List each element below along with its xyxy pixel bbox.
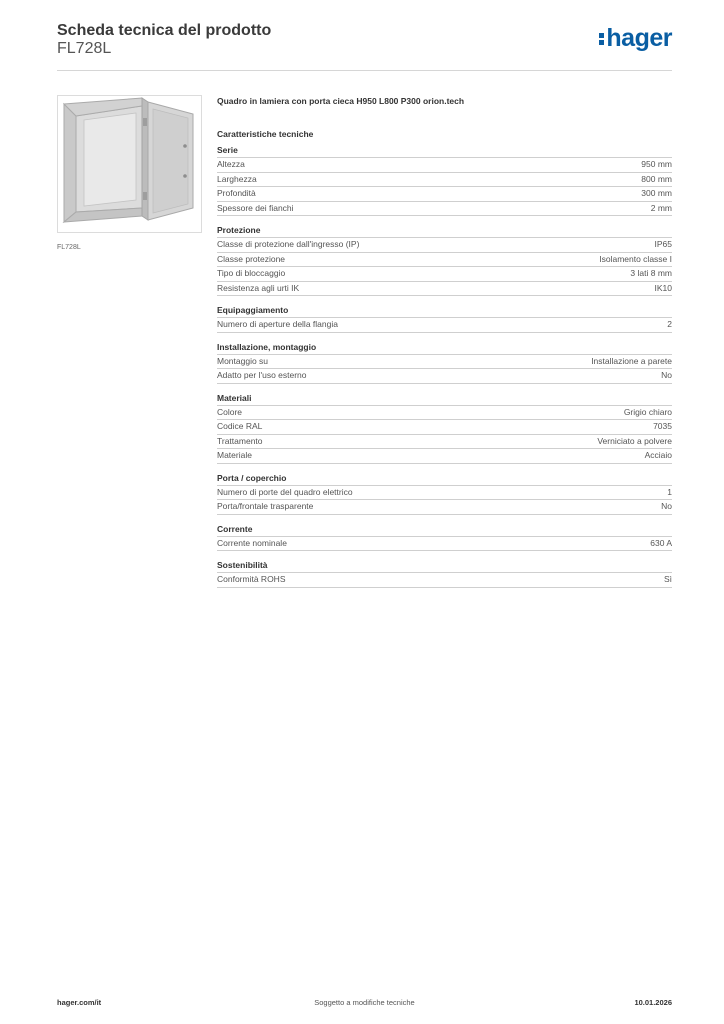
spec-label: Altezza [217, 159, 245, 169]
section-title: Protezione [217, 225, 672, 238]
spec-label: Classe protezione [217, 253, 286, 264]
spec-row [217, 406, 672, 421]
product-code: FL728L [57, 40, 112, 57]
product-image [57, 95, 202, 233]
footer-notice: Soggetto a modifiche tecniche [314, 998, 415, 1007]
spec-label: Tipo di bloccaggio [217, 268, 286, 278]
spec-label: Larghezza [217, 173, 257, 184]
logo-dots-icon [599, 31, 604, 47]
spec-row [217, 500, 672, 515]
section-title: Serie [217, 145, 672, 158]
spec-section [217, 305, 672, 333]
spec-row [217, 202, 672, 217]
spec-value: 800 mm [641, 173, 672, 184]
spec-label: Profondità [217, 188, 256, 198]
spec-row [217, 318, 672, 333]
spec-section [217, 560, 672, 588]
section-title: Sostenibilità [217, 560, 672, 573]
spec-value: 3 lati 8 mm [630, 268, 672, 278]
section-title: Equipaggiamento [217, 305, 672, 318]
spec-value: 1 [667, 486, 672, 497]
spec-section [217, 473, 672, 515]
spec-row [217, 435, 672, 450]
spec-value: No [661, 501, 672, 511]
spec-value: Sì [663, 574, 672, 584]
page-header [57, 20, 672, 71]
spec-value: Acciaio [644, 450, 672, 460]
spec-value: 630 A [650, 537, 672, 548]
spec-label: Montaggio su [217, 355, 269, 366]
spec-label: Corrente nominale [217, 537, 287, 548]
spec-row [217, 537, 672, 552]
spec-row [217, 486, 672, 501]
spec-section [217, 145, 672, 216]
spec-section [217, 524, 672, 552]
spec-value: IK10 [654, 282, 672, 293]
spec-value: Grigio chiaro [623, 406, 672, 417]
spec-row [217, 282, 672, 297]
spec-label: Numero di aperture della flangia [217, 319, 338, 329]
spec-label: Materiale [217, 450, 252, 460]
spec-value: 300 mm [641, 188, 672, 198]
spec-row [217, 573, 672, 588]
spec-row [217, 420, 672, 435]
logo-text: hager [606, 24, 672, 52]
enclosure-illustration [58, 96, 201, 232]
spec-value: 950 mm [641, 159, 672, 169]
spec-label: Conformità ROHS [217, 574, 286, 584]
spec-value: Verniciato a polvere [597, 435, 672, 446]
footer-date: 10.01.2026 [634, 998, 672, 1007]
product-details [217, 96, 672, 588]
spec-value: Installazione a parete [591, 355, 672, 366]
spec-section [217, 342, 672, 384]
hager-logo [599, 24, 672, 53]
spec-value: Isolamento classe I [599, 253, 672, 264]
specs-heading: Caratteristiche tecniche [217, 129, 314, 139]
section-title: Corrente [217, 524, 672, 537]
spec-value: 2 mm [650, 202, 672, 213]
section-title: Materiali [217, 393, 672, 406]
spec-section [217, 225, 672, 296]
spec-sections [217, 145, 672, 588]
spec-row [217, 187, 672, 202]
page-title: Scheda tecnica del prodotto [57, 22, 272, 39]
spec-row [217, 267, 672, 282]
spec-row [217, 173, 672, 188]
spec-row [217, 158, 672, 173]
spec-label: Colore [217, 406, 243, 417]
spec-label: Resistenza agli urti IK [217, 282, 300, 293]
section-title: Porta / coperchio [217, 473, 672, 486]
spec-label: Porta/frontale trasparente [217, 501, 314, 511]
section-title: Installazione, montaggio [217, 342, 672, 355]
spec-value: 2 [667, 319, 672, 329]
spec-row [217, 449, 672, 464]
image-caption: FL728L [57, 244, 81, 251]
spec-label: Adatto per l'uso esterno [217, 370, 307, 380]
spec-label: Numero di porte del quadro elettrico [217, 486, 353, 497]
spec-label: Classe di protezione dall'ingresso (IP) [217, 239, 360, 249]
spec-value: 7035 [653, 421, 672, 431]
spec-label: Spessore dei fianchi [217, 202, 294, 213]
product-description: Quadro in lamiera con porta cieca H950 L800 P300 orion.tech [217, 96, 465, 106]
spec-value: IP65 [654, 239, 672, 249]
spec-row [217, 355, 672, 370]
spec-row [217, 369, 672, 384]
spec-row [217, 238, 672, 253]
footer-website[interactable]: hager.com/it [57, 998, 102, 1007]
spec-label: Codice RAL [217, 421, 263, 431]
spec-label: Trattamento [217, 435, 263, 446]
spec-row [217, 253, 672, 268]
spec-section [217, 393, 672, 464]
spec-value: No [661, 370, 672, 380]
